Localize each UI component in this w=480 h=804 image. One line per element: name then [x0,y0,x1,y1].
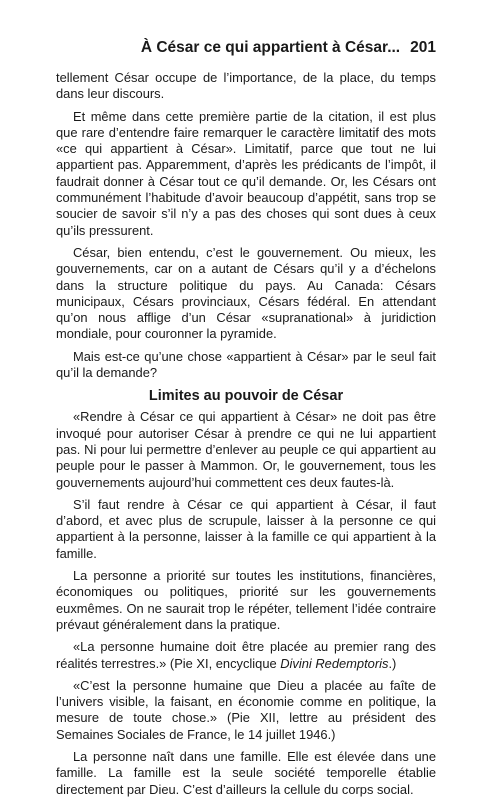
running-title: À César ce qui appartient à César... [140,39,401,56]
page-number: 201 [410,39,436,56]
paragraph-10: La personne naît dans une famille. Elle est élevée dans une famille. La famille est la seule société temporelle établie directement par Dieu. C’est d’ailleurs la cellule du corps social. [56,748,436,797]
section-heading: Limites au pouvoir de César [148,388,344,405]
paragraph-9: «C’est la personne humaine que Dieu a placée au faîte de l’univers visible, la faisant, en économie comme en politique, la mesure de toute chose.» (Pie XII, lettre au président des Semaines Sociales de France, le 14 juillet 1946.) [56,677,436,742]
paragraph-5: «Rendre à César ce qui appartient à César» ne doit pas être invoqué pour autoriser César à prendre ce qui ne lui appartient pas. Ni pour lui permettre d’enlever au peuple ce qui appartient au peuple pour le passer à Mammon. Or, le gouvernement, tous les gouvernements aujourd’hui commettent ces deux fautes-là. [56,409,436,490]
paragraph-7: La personne a priorité sur toutes les institutions, financières, économiques ou politiques, priorité sur les gouvernements euxmêmes. On ne saurait trop le répéter, tellement l’idée contraire prévaut généralement dans la pratique. [56,568,436,632]
citation-close: .) [388,655,397,671]
paragraph-4: Mais est-ce qu’une chose «appartient à César» par le seul fait qu’il la demande? [56,348,436,381]
paragraph-2: Et même dans cette première partie de la citation, il est plus que rare d’entendre faire remarquer le caractère limitatif des mots «ce qui appartient à César». Limitatif, parce que tout ne lui appartient pas. Apparemment, d’après les prédicants de l’impôt, il faudrait donner à César tout ce qu’il demande. Or, les Césars ont communément l’habitude d’avoir beaucoup d’appétit, sans trop se soucier de savoir s’il n’y a pas des choses qui sont dues à ceux qu’ils pressurent. [56,108,436,238]
running-head [56,38,436,58]
paragraph-8 [56,639,436,672]
body-text [56,70,436,798]
quote-pie-xi: «La personne humaine doit être placée au premier rang des réalités terrestres.» (Pie XI, encyclique [56,639,436,671]
book-page [56,38,436,804]
encyclical-title: Divini Redemptoris [280,655,389,671]
paragraph-1: tellement César occupe de l’importance, de la place, du temps dans leur discours. [56,70,436,102]
paragraph-3: César, bien entendu, c’est le gouvernement. Ou mieux, les gouvernements, car on a autant de Césars qu’il y a d’échelons dans la structure politique du pays. Au Canada: Césars municipaux, Césars provinciaux, Césars fédéral. En attendant qu’on nous afflige d’un César «supranational» à juridiction mondiale, pour couronner la pyramide. [56,244,436,342]
paragraph-6: S’il faut rendre à César ce qui appartient à César, il faut d’abord, et avec plus de scrupule, laisser à la personne ce qui appartient à la personne, laisser à la famille ce qui appartient à la famille. [56,496,436,561]
